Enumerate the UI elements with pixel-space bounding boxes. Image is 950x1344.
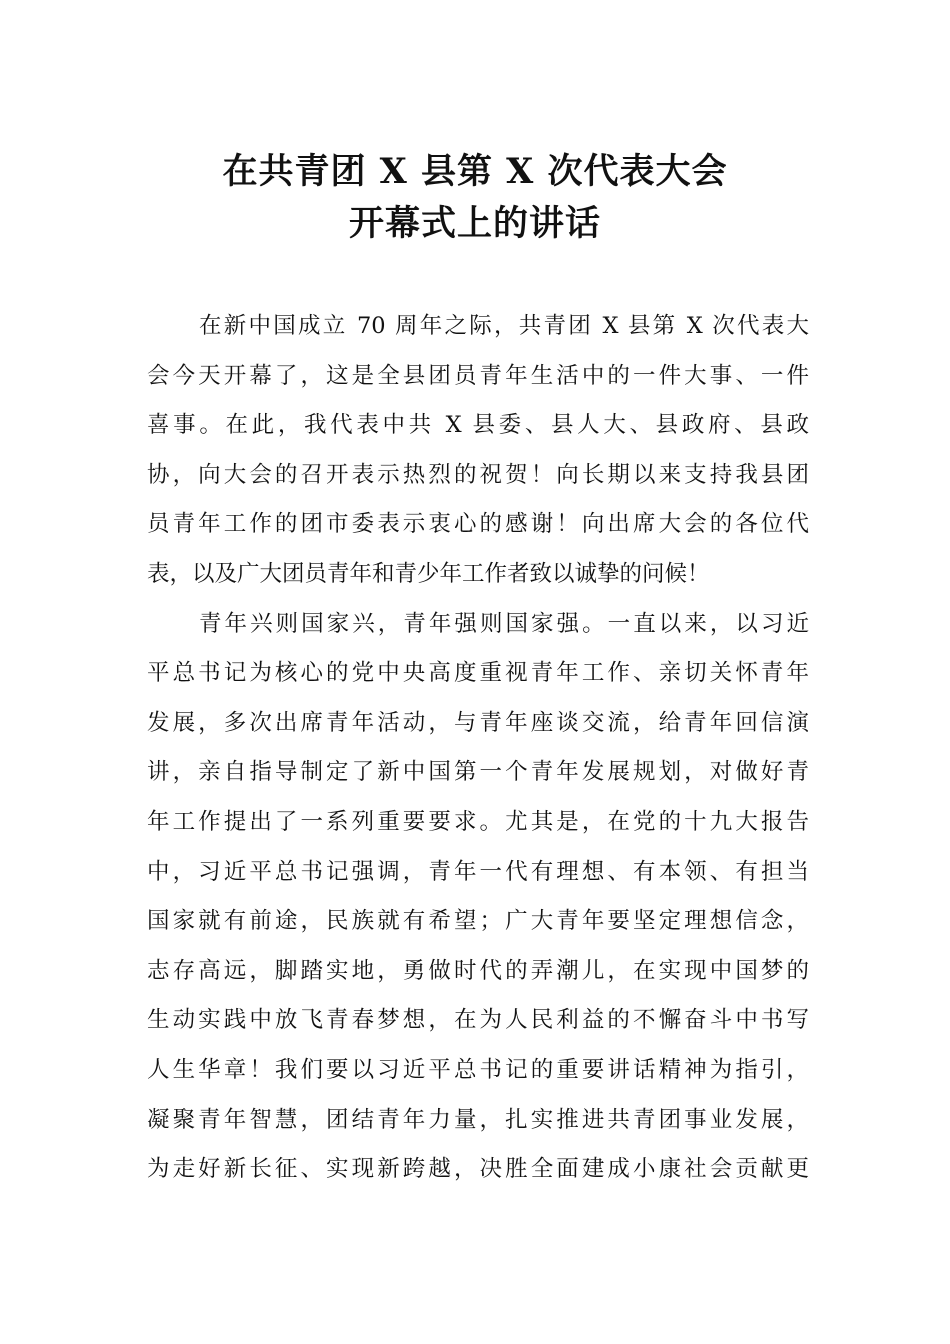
paragraph-1-line: 员青年工作的团市委表示衷心的感谢！向出席大会的各位代 xyxy=(147,511,809,538)
document-body xyxy=(147,302,809,1195)
paragraph-2-line: 中，习近平总书记强调，青年一代有理想、有本领、有担当 xyxy=(147,858,809,885)
paragraph-1-line: 喜事。在此，我代表中共 X 县委、县人大、县政府、县政 xyxy=(147,412,809,439)
title-line-1: 在共青团 X 县第 X 次代表大会 xyxy=(222,151,728,192)
document-title xyxy=(0,146,950,250)
paragraph-2-line: 发展，多次出席青年活动，与青年座谈交流，给青年回信演 xyxy=(147,709,809,736)
paragraph-2-line: 讲，亲自指导制定了新中国第一个青年发展规划，对做好青 xyxy=(147,759,809,786)
title-line-2: 开幕式上的讲话 xyxy=(348,203,601,244)
paragraph-2-line: 平总书记为核心的党中央高度重视青年工作、亲切关怀青年 xyxy=(147,660,809,687)
paragraph-1-line: 在新中国成立 70 周年之际，共青团 X 县第 X 次代表大 xyxy=(199,313,809,339)
paragraph-2-line: 生动实践中放飞青春梦想，在为人民利益的不懈奋斗中书写 xyxy=(147,1007,809,1034)
paragraph-1-line: 协，向大会的召开表示热烈的祝贺！向长期以来支持我县团 xyxy=(147,461,809,488)
paragraph-2-line: 凝聚青年智慧，团结青年力量，扎实推进共青团事业发展， xyxy=(147,1106,809,1133)
paragraph-2-line: 为走好新长征、实现新跨越，决胜全面建成小康社会贡献更 xyxy=(147,1156,809,1183)
paragraph-2-line: 青年兴则国家兴，青年强则国家强。一直以来，以习近 xyxy=(199,610,809,637)
paragraph-2-line: 年工作提出了一系列重要要求。尤其是，在党的十九大报告 xyxy=(147,808,809,835)
paragraph-1-line: 会今天开幕了，这是全县团员青年生活中的一件大事、一件 xyxy=(147,362,809,389)
paragraph-2-line: 国家就有前途，民族就有希望；广大青年要坚定理想信念， xyxy=(147,908,809,935)
paragraph-2-line: 人生华章！我们要以习近平总书记的重要讲话精神为指引， xyxy=(147,1056,809,1083)
paragraph-1-line: 表，以及广大团员青年和青少年工作者致以诚挚的问候！ xyxy=(147,560,710,587)
paragraph-2-line: 志存高远，脚踏实地，勇做时代的弄潮儿，在实现中国梦的 xyxy=(147,957,809,984)
